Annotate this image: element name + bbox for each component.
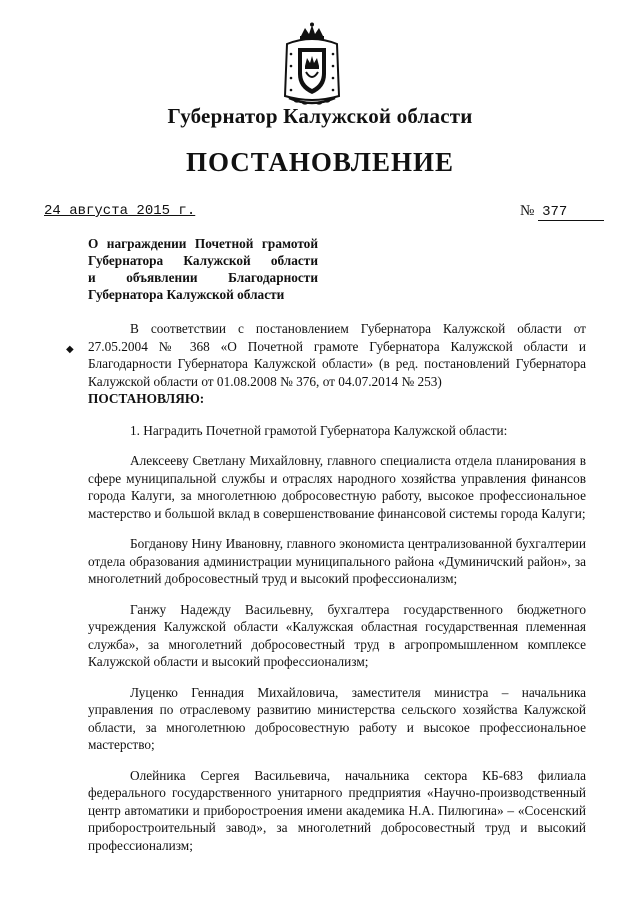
awardee-paragraph: Олейника Сергея Васильевича, начальника сектора КБ-683 филиала федерального государственного унитарного предприятия «Научно-производственный центр автоматики и приборостроения имени академика Н.А. Пилюгина» – «Сосенский приборостроительный завод», за многолетний добросовестный труд и высокий профессионализм; <box>88 767 586 853</box>
item-paragraph: 1. Наградить Почетной грамотой Губернатора Калужской области: <box>130 422 508 438</box>
awardee-paragraph: Богданову Нину Ивановну, главного экономиста централизованной бухгалтерии отдела образования администрации муниципального района «Думиничский район», за многолетний добросовестный труд и высокий профессионализм; <box>88 536 586 586</box>
awardee-paragraph: Ганжу Надежду Васильевну, бухгалтера государственного бюджетного учреждения Калужской области «Калужская областная государственная племенная служба», за многолетний добросовестный труд в агропромышленном комплексе Калужской области и высокий профессионализм; <box>88 601 586 669</box>
number-sign: № <box>520 203 535 219</box>
subject-line: Губернатора Калужской области <box>88 253 318 268</box>
document-number <box>520 203 604 221</box>
subject-line: О награждении Почетной грамотой <box>88 236 318 251</box>
subject-line: Губернатора Калужской области <box>88 287 285 302</box>
subject-line: и объявлении Благодарности <box>88 270 318 285</box>
preamble-paragraph: В соответствии с постановлением Губернатора Калужской области от 27.05.2004 № 368 «О Почетной грамоте Губернатора Калужской области и Благодарности Губернатора Калужской области» (в ред. постановлений Губернатора Калужской области от 01.08.2008 № 376, от 04.07.2014 № 253) <box>88 321 586 389</box>
governor-title: Губернатор Калужской области <box>167 104 473 128</box>
document-date: 24 августа 2015 г. <box>44 203 196 219</box>
document-subject <box>88 235 318 303</box>
awardee-paragraph: Луценко Геннадия Михайловича, заместителя министра – начальника управления по отраслевому развитию министерства сельского хозяйства Калужской области, за многолетнюю добросовестную работу и высокое профессиональное мастерство; <box>88 684 586 752</box>
document-type-heading: ПОСТАНОВЛЕНИЕ <box>185 147 455 177</box>
coat-of-arms-icon <box>279 22 345 106</box>
decree-heading: ПОСТАНОВЛЯЮ: <box>88 391 205 406</box>
margin-mark: ◆ <box>66 344 74 355</box>
awardee-paragraph: Алексееву Светлану Михайловну, главного специалиста отдела планирования в сфере муниципальной службы и отраслях народного хозяйства управления финансов города Калуги, за многолетнюю добросовестную работу, высокое профессиональное мастерство и большой вклад в совершенствование финансовой системы города Калуги; <box>88 453 586 521</box>
document-body <box>88 320 586 867</box>
number-value: 377 <box>538 204 604 221</box>
